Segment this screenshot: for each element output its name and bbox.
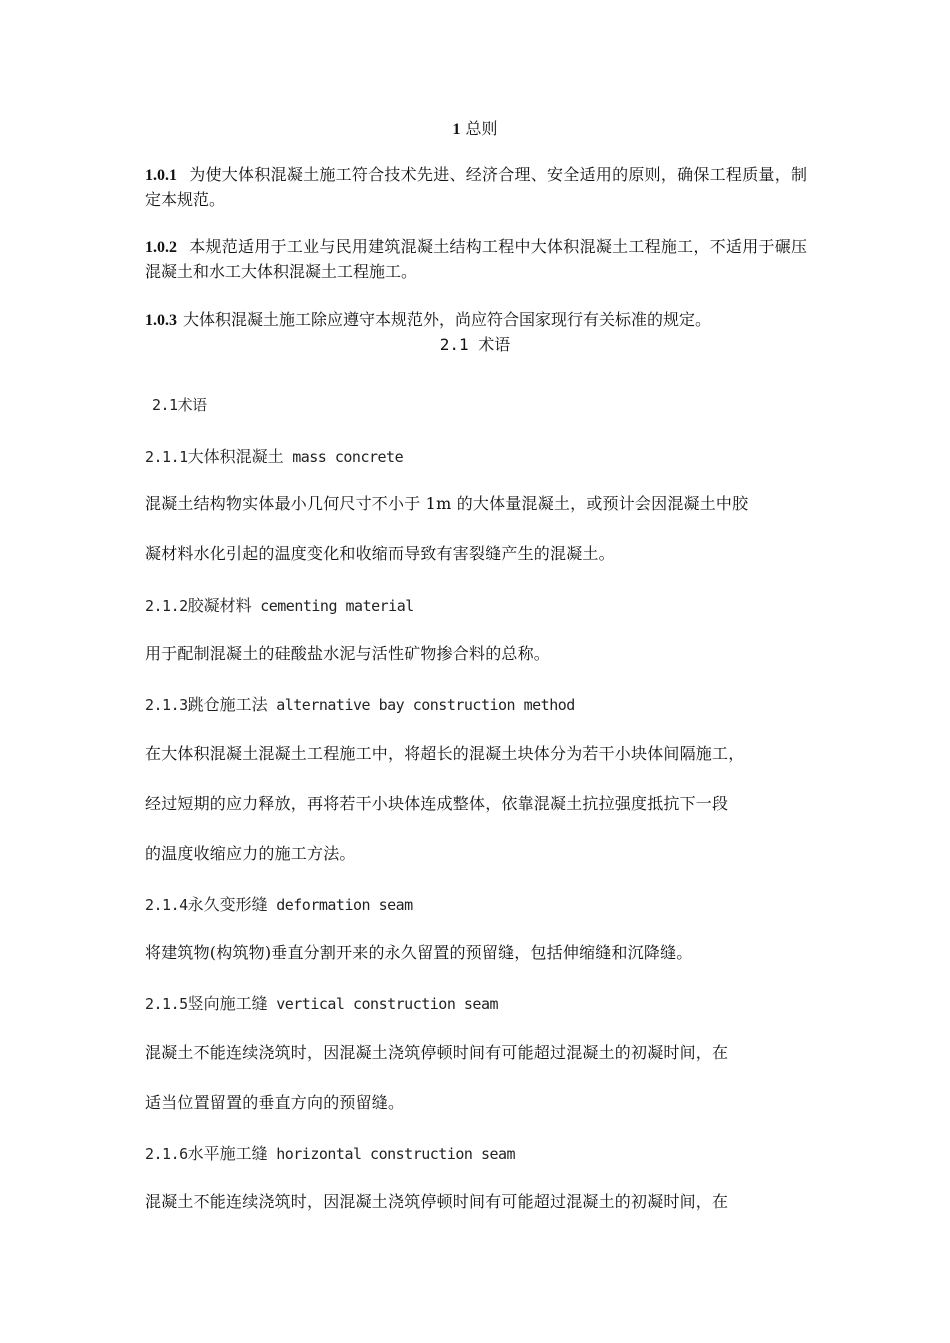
term-definition-line: 凝材料水化引起的温度变化和收缩而导致有害裂缝产生的混凝土。 <box>145 544 615 563</box>
clause-number: 1.0.2 <box>145 239 177 256</box>
clause-1-0-3 <box>145 308 807 333</box>
term-number: 2.1.6 <box>145 1145 188 1163</box>
term-number: 2.1.3 <box>145 696 188 714</box>
term-definition-line: 经过短期的应力释放，再将若干小块体连成整体，依靠混凝土抗拉强度抵抗下一段 <box>145 794 729 813</box>
term-number: 2.1.1 <box>145 448 188 466</box>
term-heading <box>145 892 413 915</box>
clause-number: 1.0.3 <box>145 312 177 329</box>
clause-text: 为使大体积混凝土施工符合技术先进、经济合理、安全适用的原则，确保工程质量，制定本规范。 <box>145 165 807 209</box>
term-english: deformation seam <box>276 896 413 914</box>
clause-number: 1.0.1 <box>145 167 177 184</box>
term-chinese: 胶凝材料 <box>187 596 252 615</box>
section-title: 2.1 术语 <box>439 335 511 354</box>
clause-text: 本规范适用于工业与民用建筑混凝土结构工程中大体积混凝土工程施工，不适用于碾压混凝土和水工大体积混凝土工程施工。 <box>145 237 807 281</box>
term-heading <box>145 692 575 715</box>
clause-1-0-1 <box>145 163 807 212</box>
term-definition-line: 将建筑物(构筑物)垂直分割开来的永久留置的预留缝，包括伸缩缝和沉降缝。 <box>145 943 693 962</box>
term-english: horizontal construction seam <box>276 1145 516 1163</box>
term-definition-line: 混凝土结构物实体最小几何尺寸不小于 1m 的大体量混凝土，或预计会因混凝土中胶 <box>145 494 749 513</box>
chapter-title: 总则 <box>465 119 498 138</box>
clause-text: 大体积混凝土施工除应遵守本规范外，尚应符合国家现行有关标准的规定。 <box>183 310 712 329</box>
term-definition-line: 混凝土不能连续浇筑时，因混凝土浇筑停顿时间有可能超过混凝土的初凝时间，在 <box>145 1043 729 1062</box>
term-definition-line: 在大体积混凝土混凝土工程施工中，将超长的混凝土块体分为若干小块体间隔施工， <box>145 744 745 763</box>
term-chinese: 水平施工缝 <box>187 1144 268 1163</box>
term-heading <box>145 1141 515 1164</box>
term-definition-line: 适当位置留置的垂直方向的预留缝。 <box>145 1093 405 1112</box>
term-english: mass concrete <box>292 448 404 466</box>
term-chinese: 跳仓施工法 <box>187 695 268 714</box>
term-chinese: 大体积混凝土 <box>187 447 284 466</box>
term-heading <box>145 593 414 616</box>
term-english: vertical construction seam <box>276 995 499 1013</box>
term-definition-line: 用于配制混凝土的硅酸盐水泥与活性矿物掺合料的总称。 <box>145 644 551 663</box>
term-english: alternative bay construction method <box>276 696 575 714</box>
term-number: 2.1.4 <box>145 896 188 914</box>
chapter-number: 1 <box>452 121 461 138</box>
term-definition-line: 的温度收缩应力的施工方法。 <box>145 844 356 863</box>
term-number: 2.1.2 <box>145 597 188 615</box>
chapter-heading <box>0 116 950 139</box>
term-english: cementing material <box>260 597 414 615</box>
term-definition-line: 混凝土不能连续浇筑时，因混凝土浇筑停顿时间有可能超过混凝土的初凝时间，在 <box>145 1192 729 1211</box>
term-chinese: 竖向施工缝 <box>187 994 268 1013</box>
clause-1-0-2 <box>145 235 807 284</box>
term-heading <box>145 991 498 1014</box>
term-chinese: 永久变形缝 <box>187 895 268 914</box>
term-number: 2.1.5 <box>145 995 188 1013</box>
term-heading <box>145 444 403 467</box>
section-subtitle: 2.1术语 <box>152 396 207 414</box>
